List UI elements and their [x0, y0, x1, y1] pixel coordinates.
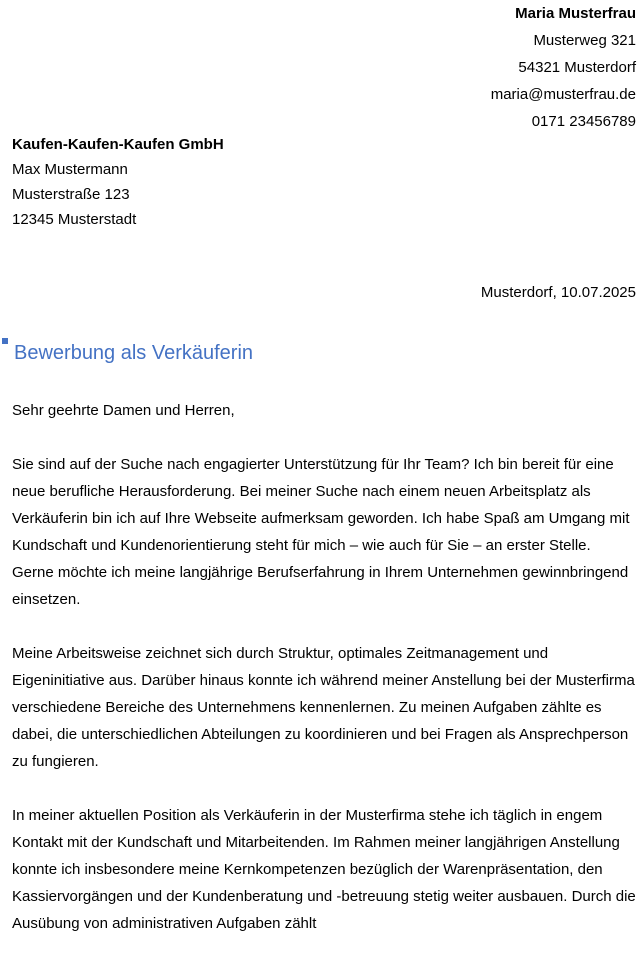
recipient-company: Kaufen-Kaufen-Kaufen GmbH	[12, 136, 224, 153]
recipient-city: 12345 Musterstadt	[12, 211, 137, 228]
sender-city: 54321 Musterdorf	[518, 59, 636, 76]
sender-email: maria@musterfrau.de	[490, 86, 636, 103]
paragraph-1: Sie sind auf der Suche nach engagierter Unterstützung für Ihr Team? Ich bin bereit für eine neue berufliche Herausforderung. Bei meiner Suche nach einem neuen Arbeitsplatz als Verkäuferin bin ich auf Ihre Webseite aufmerksam geworden. Ich habe Spaß am Umgang mit Kundschaft und Kundenorientierung steht für mich – wie auch für Sie – an erster Stelle. Gerne möchte ich meine langjährige Berufserfahrung in Ihrem Unternehmen gewinnbringend einsetzen.	[12, 456, 630, 608]
recipient-contact: Max Mustermann	[12, 161, 128, 178]
subject-heading: Bewerbung als Verkäuferin	[14, 342, 254, 364]
subject-marker-square	[2, 338, 8, 344]
salutation: Sehr geehrte Damen und Herren,	[12, 402, 235, 419]
recipient-street: Musterstraße 123	[12, 186, 130, 203]
sender-street: Musterweg 321	[533, 32, 636, 49]
paragraph-3: In meiner aktuellen Position als Verkäuferin in der Musterfirma stehe ich täglich in engem Kontakt mit der Kundschaft und Mitarbeitenden. Im Rahmen meiner langjährigen Anstellung konnte ich insbesondere meine Kernkompetenzen bezüglich der Warenpräsentation, den Kassiervorgängen und der Kundenberatung und -betreuung stetig weiter ausbauen. Durch die Ausübung von administrativen Aufgaben zählt	[12, 807, 636, 932]
sender-phone: 0171 23456789	[531, 113, 636, 130]
recipient-address-block	[12, 132, 224, 232]
letter-body	[12, 397, 636, 964]
letter-date: Musterdorf, 10.07.2025	[480, 284, 636, 301]
sender-address-block	[236, 0, 636, 135]
sender-name: Maria Musterfrau	[515, 5, 636, 22]
paragraph-2: Meine Arbeitsweise zeichnet sich durch Struktur, optimales Zeitmanagement und Eigeninitiative aus. Darüber hinaus konnte ich während meiner Anstellung bei der Musterfirma verschiedene Bereiche des Unternehmens kennenlernen. Zu meinen Aufgaben zählte es dabei, die unterschiedlichen Abteilungen zu koordinieren und bei Fragen als Ansprechperson zu fungieren.	[12, 645, 635, 770]
